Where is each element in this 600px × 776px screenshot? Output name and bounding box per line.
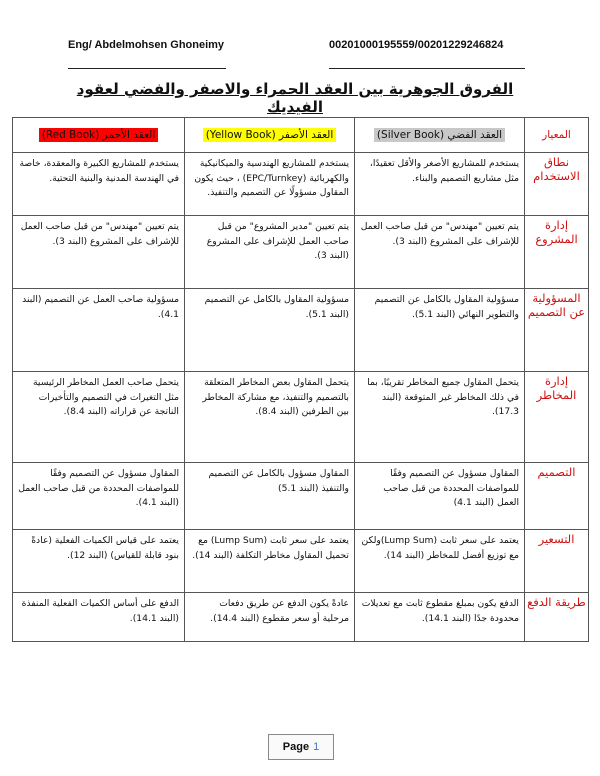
criterion-cell: إدارة المخاطر	[525, 372, 589, 463]
page-label: Page	[282, 741, 310, 753]
criterion-cell: التصميم	[525, 463, 589, 530]
table-header-row	[13, 118, 589, 153]
table-row	[13, 216, 589, 289]
red-cell: يتحمل صاحب العمل المخاطر الرئيسية مثل التغيرات في التصميم والتأخيرات الناتجة عن قراراته (البند 8.4).	[13, 372, 185, 463]
red-cell: مسؤولية صاحب العمل عن التصميم (البند 4.1).	[13, 289, 185, 372]
yellow-header-label: العقد الأصفر (Yellow Book)	[203, 128, 337, 142]
criterion-header: المعيار	[525, 118, 589, 153]
page-number: 1	[313, 741, 320, 753]
red-cell: يعتمد على قياس الكميات الفعلية (عادةً بنود قابلة للقياس) (البند 12).	[13, 530, 185, 593]
criterion-cell: التسعير	[525, 530, 589, 593]
silver-header	[355, 118, 525, 153]
criterion-cell: نطاق الاستخدام	[525, 153, 589, 216]
page-title: الفروق الجوهرية بين العقد الحمراء والاصفر والفضي لعقود الفيديك	[76, 80, 514, 116]
yellow-cell: يتم تعيين "مدير المشروع" من قبل صاحب العمل للإشراف على المشروع (البند 3).	[185, 216, 355, 289]
yellow-cell: المقاول مسؤول بالكامل عن التصميم والتنفيذ (البند 5.1)	[185, 463, 355, 530]
phone-underline	[329, 68, 525, 69]
criterion-cell: إدارة المشروع	[525, 216, 589, 289]
silver-cell: يستخدم للمشاريع الأصغر والأقل تعقيدًا، مثل مشاريع التصميم والبناء.	[355, 153, 525, 216]
silver-cell: يتحمل المقاول جميع المخاطر تقريبًا، بما في ذلك المخاطر غير المتوقعة (البند 17.3).	[355, 372, 525, 463]
author-name: Eng/ Abdelmohsen Ghoneimy	[68, 39, 225, 51]
phone-numbers: 00201000195559/00201229246824	[329, 39, 504, 51]
silver-cell: يتم تعيين "مهندس" من قبل صاحب العمل للإشراف على المشروع (البند 3).	[355, 216, 525, 289]
silver-cell: مسؤولية المقاول بالكامل عن التصميم والتطوير النهائي (البند 5.1).	[355, 289, 525, 372]
table-row	[13, 372, 589, 463]
table-row	[13, 153, 589, 216]
comparison-table	[12, 117, 589, 642]
red-cell: يتم تعيين "مهندس" من قبل صاحب العمل للإشراف على المشروع (البند 3).	[13, 216, 185, 289]
criterion-cell: المسؤولية عن التصميم	[525, 289, 589, 372]
criterion-cell: طريقة الدفع	[525, 593, 589, 642]
red-header-label: العقد الأحمر (Red Book)	[39, 128, 159, 142]
yellow-header	[185, 118, 355, 153]
yellow-cell: مسؤولية المقاول بالكامل عن التصميم (البند 5.1).	[185, 289, 355, 372]
silver-cell: يعتمد على سعر ثابت (Lump Sum)ولكن مع توزيع أفضل للمخاطر (البند 14).	[355, 530, 525, 593]
table-row	[13, 593, 589, 642]
silver-header-label: العقد الفضي (Silver Book)	[374, 128, 505, 142]
yellow-cell: يعتمد على سعر ثابت (Lump Sum) مع تحميل المقاول مخاطر التكلفة (البند 14).	[185, 530, 355, 593]
red-cell: المقاول مسؤول عن التصميم وفقًا للمواصفات المحددة من قبل صاحب العمل (البند 4.1).	[13, 463, 185, 530]
yellow-cell: عادةً يكون الدفع عن طريق دفعات مرحلية أو سعر مقطوع (البند 14.4).	[185, 593, 355, 642]
yellow-cell: يستخدم للمشاريع الهندسية والميكانيكية والكهربائية (EPC/Turnkey) ، حيث يكون المقاول مسؤولًا عن التصميم والتنفيذ.	[185, 153, 355, 216]
red-cell: يستخدم للمشاريع الكبيرة والمعقدة، خاصة في الهندسة المدنية والبنية التحتية.	[13, 153, 185, 216]
red-header	[13, 118, 185, 153]
red-cell: الدفع على أساس الكميات الفعلية المنفذة (البند 14.1).	[13, 593, 185, 642]
author-underline	[68, 68, 226, 69]
silver-cell: الدفع يكون بمبلغ مقطوع ثابت مع تعديلات محدودة جدًا (البند 14.1).	[355, 593, 525, 642]
table-row	[13, 530, 589, 593]
page-number-box	[268, 734, 334, 760]
silver-cell: المقاول مسؤول عن التصميم وفقًا للمواصفات المحددة من قبل صاحب العمل (البند 4.1)	[355, 463, 525, 530]
table-row	[13, 289, 589, 372]
yellow-cell: يتحمل المقاول بعض المخاطر المتعلقة بالتصميم والتنفيذ، مع مشاركة المخاطر بين الطرفين (البند 8.4).	[185, 372, 355, 463]
table-row	[13, 463, 589, 530]
